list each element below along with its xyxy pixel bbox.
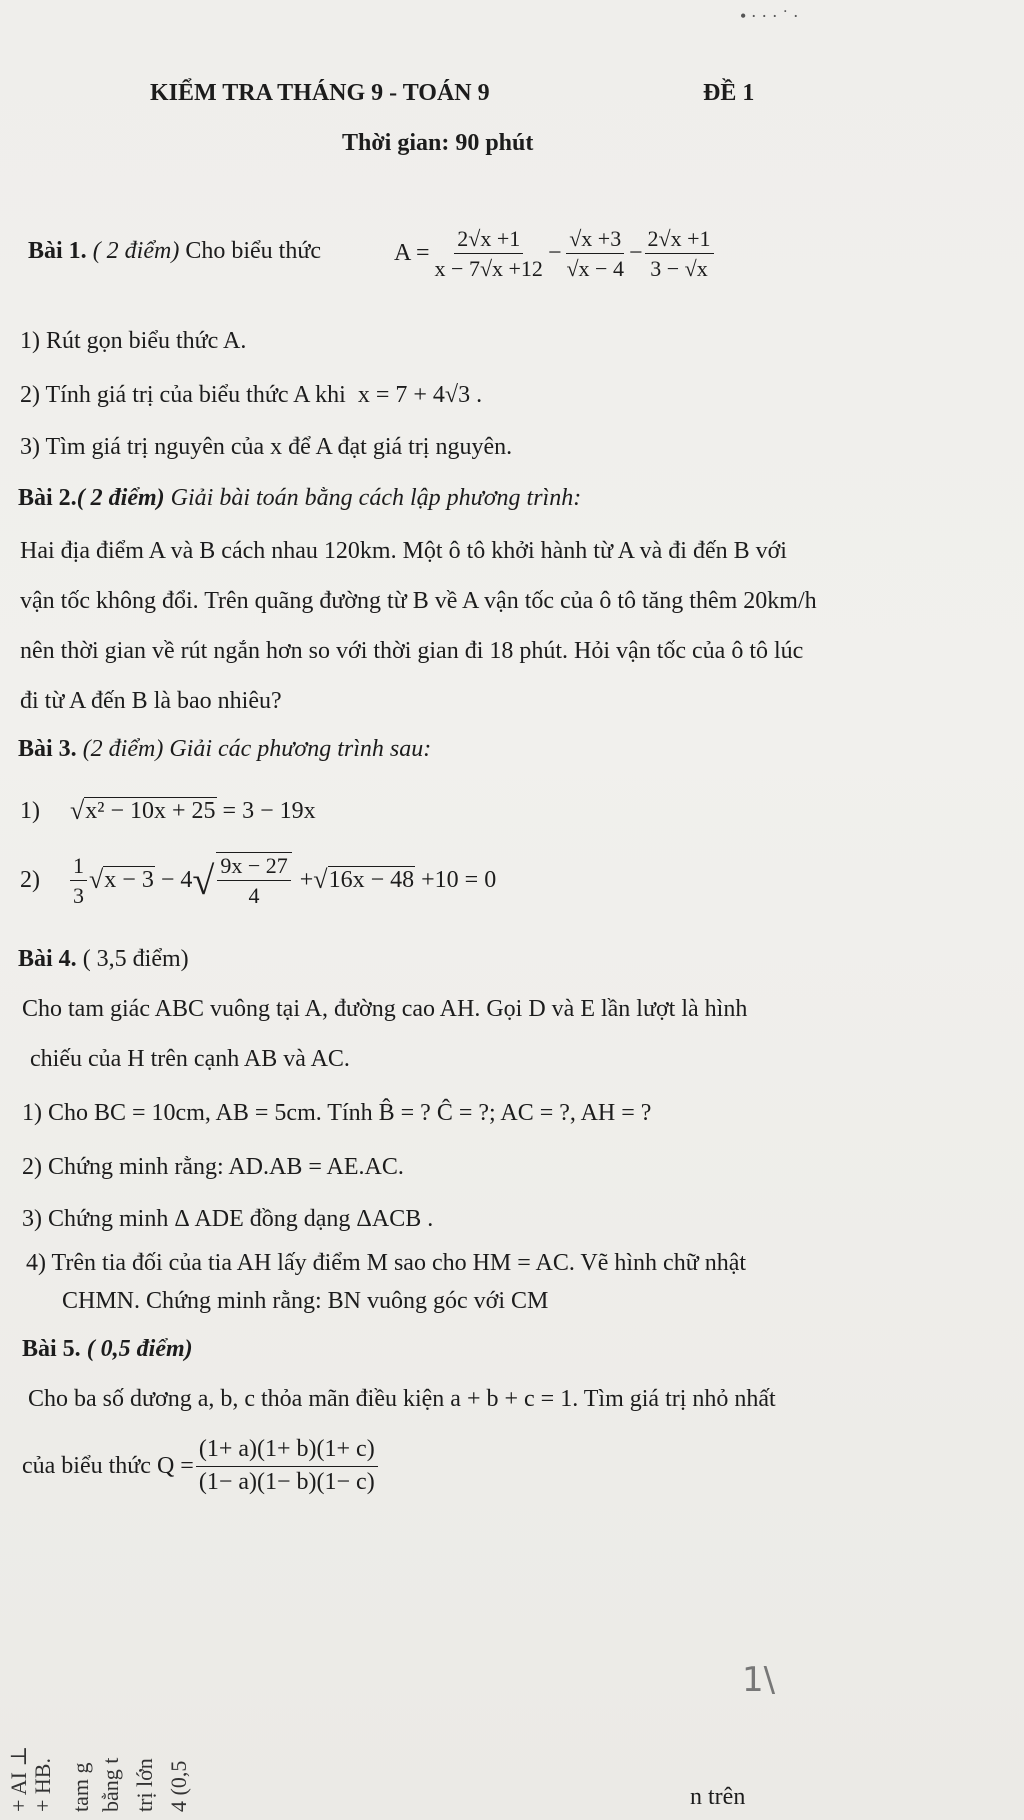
bai4-line-1: Cho tam giác ABC vuông tại A, đường cao AH. Gọi D và E lần lượt là hình [22, 996, 748, 1022]
bai3-equation-1-number: 1) [20, 797, 40, 824]
sqrt-symbol: √ [313, 865, 328, 895]
margin-note: + AI ⊥ [6, 1745, 31, 1812]
fraction-one-third-denominator: 3 [73, 882, 84, 908]
fraction-3-denominator: 3 − √x [650, 256, 708, 282]
margin-note: trị lớn [132, 1758, 157, 1812]
bai2-line-3: nên thời gian về rút ngắn hơn so với thời gian đi 18 phút. Hỏi vận tốc của ô tô lúc [20, 638, 804, 664]
fraction-one-third-numerator: 1 [70, 853, 87, 881]
bai3-equation-1 [20, 796, 316, 826]
bai1-label: Bài 1. [28, 238, 87, 264]
q-lhs: Q = [156, 1452, 194, 1479]
bai3-equation-1-rhs: = 3 − 19x [222, 797, 316, 824]
bai3-equation-2 [20, 852, 496, 909]
bai5-label: Bài 5. [22, 1336, 81, 1362]
bai1-points: ( 2 điểm) [92, 238, 180, 264]
exam-title: KIỂM TRA THÁNG 9 - TOÁN 9 [150, 80, 490, 106]
bai1-heading [28, 238, 321, 265]
fraction-3 [645, 226, 714, 282]
bai1-question-3: 3) Tìm giá trị nguyên của x để A đạt giá trị nguyên. [20, 434, 513, 460]
bai1-question-2-expr: x = 7 + 4√3 . [357, 382, 483, 408]
fraction-sqrt-denominator: 4 [248, 883, 260, 909]
sqrt-symbol: √ [192, 857, 215, 903]
bai4-question-3: 3) Chứng minh Δ ADE đồng dạng ΔACB . [22, 1206, 434, 1232]
bai3-title: Giải các phương trình sau: [169, 736, 432, 762]
bai2-title: Giải bài toán bằng cách lập phương trình: [170, 485, 582, 511]
bai4-question-1: 1) Cho BC = 10cm, AB = 5cm. Tính B̂ = ? Ĉ = ?; AC = ?, AH = ? [22, 1100, 652, 1126]
bai3-equation-1-radicand: x² − 10x + 25 [85, 798, 216, 824]
bai3-equation-2-mid: − 4 [160, 866, 193, 893]
fraction-sqrt-numerator: 9x − 27 [217, 853, 290, 881]
bai2-line-4: đi từ A đến B là bao nhiêu? [20, 688, 282, 714]
fraction-1-denominator: x − 7√x +12 [434, 256, 543, 282]
bai2-line-2: vận tốc không đổi. Trên quãng đường từ B về A vận tốc của ô tô tăng thêm 20km/h [20, 588, 817, 614]
minus-sign: − [628, 240, 643, 267]
bai5-heading [22, 1336, 193, 1363]
fraction-1 [432, 226, 546, 282]
bai2-label: Bài 2. [18, 485, 77, 511]
bai5-line-1: Cho ba số dương a, b, c thỏa mãn điều kiện a + b + c = 1. Tìm giá trị nhỏ nhất [28, 1386, 776, 1412]
q-fraction-denominator: (1− a)(1− b)(1− c) [198, 1468, 375, 1495]
bai2-points: ( 2 điểm) [76, 485, 165, 511]
fraction-sqrt [216, 852, 291, 909]
margin-note: + HB. [30, 1758, 55, 1812]
margin-note: 4 (0,5 [166, 1760, 191, 1812]
fraction-2 [563, 226, 626, 282]
bai1-question-1: 1) Rút gọn biểu thức A. [20, 328, 247, 354]
fraction-2-numerator: √x +3 [566, 226, 624, 254]
bai5-line-2 [22, 1436, 380, 1496]
decor-speck: • · · · ˙ · [740, 6, 799, 26]
bai2-line-1: Hai địa điểm A và B cách nhau 120km. Một ô tô khởi hành từ A và đi đến B với [20, 538, 787, 564]
q-fraction [196, 1436, 378, 1496]
minus-sign: − [547, 240, 562, 267]
margin-rotated-notes [0, 1720, 210, 1820]
bai4-points: ( 3,5 điểm) [82, 946, 189, 972]
exam-code: ĐỀ 1 [703, 80, 755, 106]
bai1-expression [394, 226, 716, 282]
bai2-heading [18, 485, 581, 512]
bai4-question-4b: CHMN. Chứng minh rằng: BN vuông góc với CM [62, 1288, 549, 1314]
bai4-question-2: 2) Chứng minh rằng: AD.AB = AE.AC. [22, 1154, 404, 1180]
bai3-equation-2-rhs: +10 = 0 [421, 866, 497, 893]
fraction-3-numerator: 2√x +1 [645, 226, 714, 254]
bai1-prompt: Cho biểu thức [185, 238, 321, 264]
bai4-label: Bài 4. [18, 946, 77, 972]
expr-lhs: A = [394, 240, 430, 267]
bai1-question-2 [20, 382, 482, 409]
sqrt-symbol: √ [89, 865, 104, 895]
bai5-points: ( 0,5 điểm) [86, 1336, 193, 1362]
bai1-question-2-text: 2) Tính giá trị của biểu thức A khi [20, 382, 346, 408]
bai3-heading [18, 736, 431, 763]
bai3-equation-2-radicand-2: 16x − 48 [328, 867, 415, 894]
sqrt-symbol: √ [70, 796, 85, 825]
bai3-points: (2 điểm) [82, 736, 164, 762]
fraction-1-numerator: 2√x +1 [454, 226, 523, 254]
margin-note: bằng t [98, 1757, 123, 1812]
bai4-heading [18, 946, 189, 973]
bai3-label: Bài 3. [18, 736, 77, 762]
plus-sign: + [299, 866, 314, 893]
margin-bottom-note: n trên [690, 1784, 746, 1810]
bai4-question-4a: 4) Trên tia đối của tia AH lấy điểm M sao cho HM = AC. Vẽ hình chữ nhật [26, 1250, 747, 1276]
margin-note: tam g [68, 1762, 93, 1812]
fraction-one-third [70, 853, 87, 909]
bai3-equation-2-number: 2) [20, 866, 40, 893]
exam-time: Thời gian: 90 phút [342, 130, 534, 156]
bai4-line-2: chiếu của H trên cạnh AB và AC. [30, 1046, 350, 1072]
fraction-2-denominator: √x − 4 [566, 256, 624, 282]
handwritten-scribble: 1\ [742, 1660, 776, 1700]
bai3-equation-2-radicand-1: x − 3 [104, 867, 154, 894]
q-fraction-numerator: (1+ a)(1+ b)(1+ c) [196, 1436, 378, 1467]
bai5-line-2-text: của biểu thức [22, 1452, 151, 1479]
